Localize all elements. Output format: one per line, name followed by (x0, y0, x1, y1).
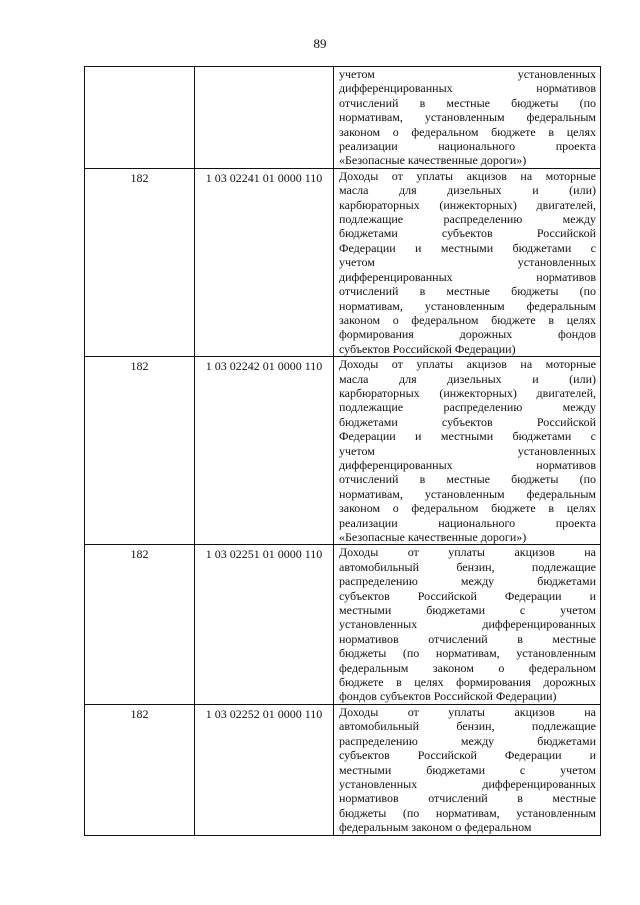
description-line: бюджеты (по нормативам, установленным (339, 805, 596, 820)
description-line: отчислений в местные бюджеты (по (339, 95, 596, 110)
admin-code: 182 (130, 547, 149, 562)
description-line: местными бюджетами с учетом (339, 603, 596, 618)
budget-classification-cell (195, 168, 334, 356)
budget-classification-code: 1 03 02242 01 0000 110 (205, 359, 323, 374)
description-line: фондов субъектов Российской Федерации) (339, 689, 557, 704)
admin-code-cell (85, 704, 195, 835)
admin-code-cell (85, 357, 195, 545)
description-line: нормативам, установленным федеральным (339, 486, 596, 501)
description-line: карбюраторных (инжекторных) двигателей, (339, 385, 596, 400)
description-line: масла для дизельных и (или) (339, 371, 596, 386)
revenue-description (339, 169, 596, 356)
revenue-description (339, 545, 596, 703)
admin-code: 182 (130, 359, 149, 374)
description-line: учетом установленных (339, 443, 596, 458)
admin-code: 182 (130, 170, 149, 185)
description-line: подлежащие распределению между (339, 212, 596, 227)
description-line: нормативов отчислений в местные (339, 791, 596, 806)
description-line: нормативов отчислений в местные (339, 631, 596, 646)
revenue-description-cell (334, 168, 601, 356)
revenue-description (339, 705, 596, 835)
description-line: законом о федеральном бюджете в целях (339, 501, 596, 516)
table-row (85, 168, 601, 356)
description-line: установленных дифференцированных (339, 617, 596, 632)
description-line: подлежащие распределению между (339, 400, 596, 415)
budget-classification-cell (195, 545, 334, 704)
description-line: масла для дизельных и (или) (339, 183, 596, 198)
description-line: субъектов Российской Федерации и (339, 748, 596, 763)
description-line: установленных дифференцированных (339, 776, 596, 791)
description-line: федеральным законом о федеральном (339, 660, 596, 675)
description-line: Доходы от уплаты акцизов на моторные (339, 357, 596, 372)
revenue-description-cell (334, 545, 601, 704)
budget-classification-cell (195, 67, 334, 169)
admin-code: 182 (130, 706, 149, 721)
admin-code-cell (85, 168, 195, 356)
admin-code-cell (85, 545, 195, 704)
description-line: Доходы от уплаты акцизов на (339, 704, 596, 719)
revenue-description-cell (334, 67, 601, 169)
description-line: учетом установленных (339, 255, 596, 270)
description-line: автомобильный бензин, подлежащие (339, 559, 596, 574)
admin-code (85, 67, 194, 69)
description-line: нормативам, установленным федеральным (339, 110, 596, 125)
table-body (85, 67, 601, 836)
description-line: Доходы от уплаты акцизов на моторные (339, 168, 596, 183)
description-line: учетом установленных (339, 67, 596, 81)
description-line: Федерации и местными бюджетами с (339, 240, 596, 255)
description-line: бюджете в целях формирования дорожных (339, 675, 596, 690)
table-row (85, 704, 601, 835)
description-line: федеральным законом о федеральном (339, 820, 532, 835)
description-line: Доходы от уплаты акцизов на (339, 545, 596, 560)
description-line: дифференцированных нормативов (339, 457, 596, 472)
revenue-description-cell (334, 357, 601, 545)
revenue-description (339, 67, 596, 168)
admin-code-cell (85, 67, 195, 169)
description-line: бюджеты (по нормативам, установленным (339, 646, 596, 661)
description-line: законом о федеральном бюджете в целях (339, 312, 596, 327)
revenue-table (84, 66, 601, 836)
table-row (85, 357, 601, 545)
description-line: субъектов Российской Федерации и (339, 588, 596, 603)
description-line: дифференцированных нормативов (339, 81, 596, 96)
description-line: отчислений в местные бюджеты (по (339, 472, 596, 487)
description-line: распределению между бюджетами (339, 574, 596, 589)
description-line: законом о федеральном бюджете в целях (339, 124, 596, 139)
table-row (85, 67, 601, 169)
table-row (85, 545, 601, 704)
description-line: бюджетами субъектов Российской (339, 226, 596, 241)
revenue-description-cell (334, 704, 601, 835)
revenue-description (339, 357, 596, 544)
budget-classification-code: 1 03 02241 01 0000 110 (205, 170, 323, 185)
description-line: местными бюджетами с учетом (339, 762, 596, 777)
budget-classification-code: 1 03 02252 01 0000 110 (205, 706, 323, 721)
budget-classification-cell (195, 704, 334, 835)
budget-classification-cell (195, 357, 334, 545)
description-line: отчислений в местные бюджеты (по (339, 284, 596, 299)
budget-classification-code (195, 67, 333, 69)
description-line: субъектов Российской Федерации) (339, 341, 516, 356)
description-line: распределению между бюджетами (339, 733, 596, 748)
page-number: 89 (313, 36, 327, 51)
description-line: «Безопасные качественные дороги») (339, 530, 527, 544)
description-line: нормативам, установленным федеральным (339, 298, 596, 313)
description-line: автомобильный бензин, подлежащие (339, 719, 596, 734)
description-line: «Безопасные качественные дороги») (339, 153, 527, 168)
budget-classification-code: 1 03 02251 01 0000 110 (205, 547, 323, 562)
description-line: формирования дорожных фондов (339, 327, 596, 342)
description-line: карбюраторных (инжекторных) двигателей, (339, 197, 596, 212)
description-line: бюджетами субъектов Российской (339, 414, 596, 429)
description-line: Федерации и местными бюджетами с (339, 429, 596, 444)
description-line: реализации национального проекта (339, 515, 596, 530)
description-line: дифференцированных нормативов (339, 269, 596, 284)
description-line: реализации национального проекта (339, 139, 596, 154)
